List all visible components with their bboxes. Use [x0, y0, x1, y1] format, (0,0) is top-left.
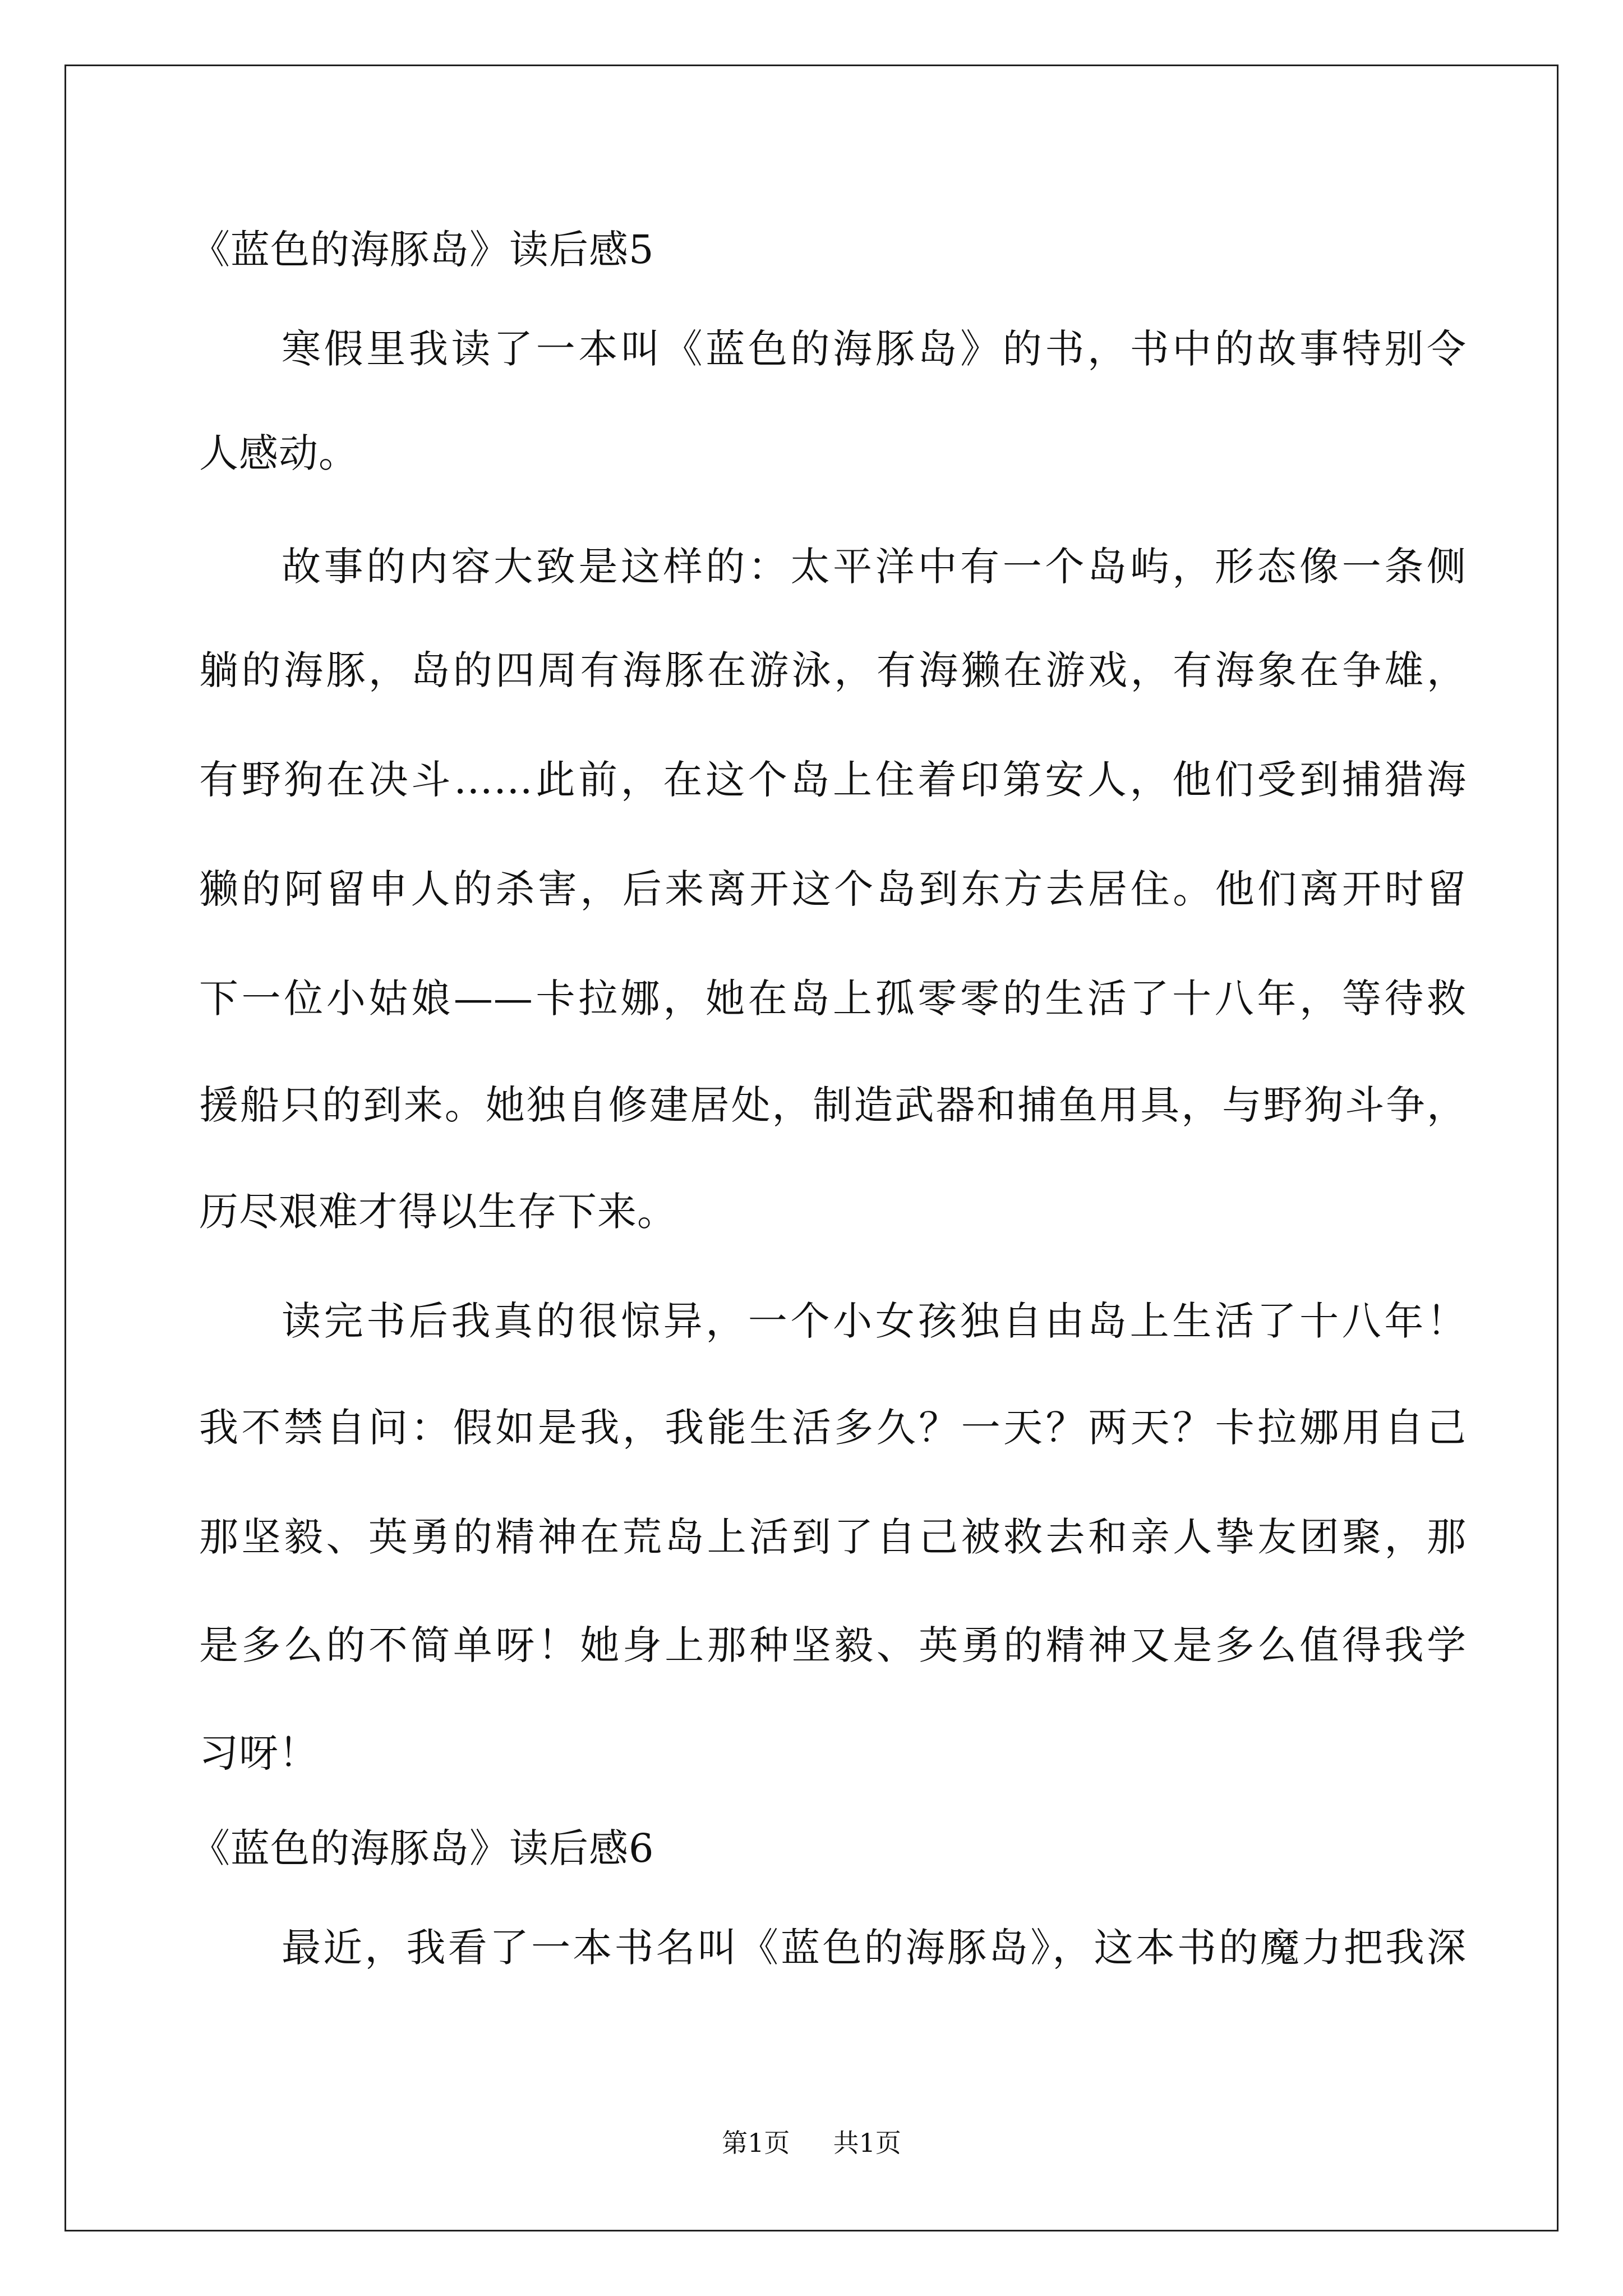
paragraph-line: 那坚毅、英勇的精神在荒岛上活到了自己被救去和亲人挚友团聚，那	[199, 1514, 1467, 1560]
paragraph-line: 寒假里我读了一本叫《蓝色的海豚岛》的书，书中的故事特别令	[282, 326, 1467, 372]
section-title: 《蓝色的海豚岛》读后感5	[191, 227, 654, 273]
paragraph-line: 故事的内容大致是这样的：太平洋中有一个岛屿，形态像一条侧	[282, 544, 1467, 590]
paragraph-line: 习呀！	[199, 1730, 319, 1776]
paragraph-line: 人感动。	[199, 430, 358, 476]
paragraph-line: 獭的阿留申人的杀害，后来离开这个岛到东方去居住。他们离开时留	[199, 866, 1467, 912]
page-number-current: 第1页	[722, 2128, 790, 2158]
paragraph-line: 有野狗在决斗……此前，在这个岛上住着印第安人，他们受到捕猎海	[199, 757, 1467, 803]
paragraph-line: 最近，我看了一本书名叫《蓝色的海豚岛》，这本书的魔力把我深	[282, 1925, 1467, 1971]
paragraph-line: 是多么的不简单呀！她身上那种坚毅、英勇的精神又是多么值得我学	[199, 1622, 1467, 1668]
paragraph-line: 我不禁自问：假如是我，我能生活多久？一天？两天？卡拉娜用自己	[199, 1405, 1467, 1451]
paragraph-line: 援船只的到来。她独自修建居处，制造武器和捕鱼用具，与野狗斗争，	[199, 1082, 1467, 1128]
page-border	[64, 65, 1559, 2231]
section-title: 《蓝色的海豚岛》读后感6	[191, 1825, 654, 1871]
page-number-total: 共1页	[833, 2128, 901, 2158]
paragraph-line: 历尽艰难才得以生存下来。	[199, 1189, 677, 1235]
paragraph-line: 读完书后我真的很惊异，一个小女孩独自由岛上生活了十八年！	[282, 1298, 1467, 1344]
page-footer	[0, 2126, 1623, 2160]
paragraph-line: 躺的海豚，岛的四周有海豚在游泳，有海獭在游戏，有海象在争雄，	[199, 647, 1467, 693]
paragraph-line: 下一位小姑娘——卡拉娜，她在岛上孤零零的生活了十八年，等待救	[199, 976, 1467, 1022]
